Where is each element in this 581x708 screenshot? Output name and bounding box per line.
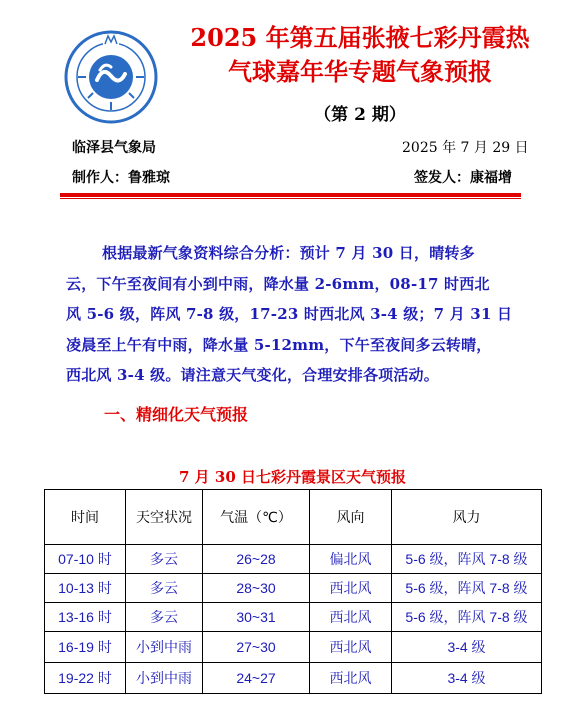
- cell-wind-force: 5-6 级，阵风 7-8 级: [392, 603, 542, 632]
- header-divider: [60, 193, 521, 197]
- cell-sky: 小到中雨: [126, 663, 203, 694]
- table-row: [45, 574, 542, 603]
- cell-temperature: 30~31: [203, 603, 310, 632]
- report-title-line2: 气球嘉年华专题气象预报: [228, 57, 492, 86]
- header-divider-thin: [60, 198, 521, 199]
- cell-time: 19-22 时: [45, 663, 126, 694]
- col-header-wind-direction: 风向: [310, 490, 392, 545]
- table-row: [45, 632, 542, 663]
- cell-wind-force: 5-6 级，阵风 7-8 级: [392, 574, 542, 603]
- cell-time: 10-13 时: [45, 574, 126, 603]
- summary-line: 凌晨至上午有中雨，降水量 5-12mm，下午至夜间多云转晴，: [66, 335, 492, 354]
- summary-line: 西北风 3-4 级。请注意天气变化，合理安排各项活动。: [66, 366, 439, 384]
- signer-name: 签发人：康福增: [414, 170, 512, 186]
- cell-sky: 多云: [126, 603, 203, 632]
- summary-line: 云，下午至夜间有小到中雨，降水量 2-6mm，08-17 时西北: [66, 274, 490, 293]
- col-header-temperature: 气温（℃）: [203, 490, 310, 545]
- col-header-wind-force: 风力: [392, 490, 542, 545]
- cell-wind-direction: 西北风: [310, 663, 392, 694]
- cell-time: 16-19 时: [45, 632, 126, 663]
- cell-wind-direction: 西北风: [310, 574, 392, 603]
- cell-wind-force: 3-4 级: [392, 663, 542, 694]
- cell-wind-force: 5-6 级，阵风 7-8 级: [392, 545, 542, 574]
- cell-temperature: 28~30: [203, 574, 310, 603]
- forecast-table: [44, 489, 542, 694]
- issue-date: 2025 年 7 月 29 日: [402, 140, 529, 156]
- col-header-time: 时间: [45, 490, 126, 545]
- maker-name: 制作人：鲁雅琼: [72, 170, 170, 186]
- table-caption: 7 月 30 日七彩丹霞景区天气预报: [179, 468, 406, 486]
- table-row: [45, 603, 542, 632]
- report-title-line1: 2025 年第五届张掖七彩丹霞热: [190, 23, 530, 52]
- cell-wind-direction: 西北风: [310, 632, 392, 663]
- summary-line: 风 5-6 级，阵风 7-8 级，17-23 时西北风 3-4 级；7 月 31 日: [66, 305, 513, 323]
- cell-temperature: 27~30: [203, 632, 310, 663]
- cell-wind-direction: 西北风: [310, 603, 392, 632]
- cell-wind-force: 3-4 级: [392, 632, 542, 663]
- cell-time: 13-16 时: [45, 603, 126, 632]
- section-heading: 一、精细化天气预报: [104, 405, 249, 424]
- cell-time: 07-10 时: [45, 545, 126, 574]
- cell-sky: 多云: [126, 574, 203, 603]
- cell-sky: 小到中雨: [126, 632, 203, 663]
- meteorological-emblem-icon: [64, 30, 158, 124]
- col-header-sky: 天空状况: [126, 490, 203, 545]
- issue-number: （第 2 期）: [314, 105, 406, 125]
- cell-wind-direction: 偏北风: [310, 545, 392, 574]
- table-header-row: [45, 490, 542, 545]
- forecast-summary: [66, 238, 530, 391]
- issuing-organization: 临泽县气象局: [72, 140, 156, 156]
- table-row: [45, 663, 542, 694]
- cell-temperature: 26~28: [203, 545, 310, 574]
- cell-temperature: 24~27: [203, 663, 310, 694]
- summary-line: 根据最新气象资料综合分析：预计 7 月 30 日，晴转多: [102, 244, 475, 262]
- cell-sky: 多云: [126, 545, 203, 574]
- table-row: [45, 545, 542, 574]
